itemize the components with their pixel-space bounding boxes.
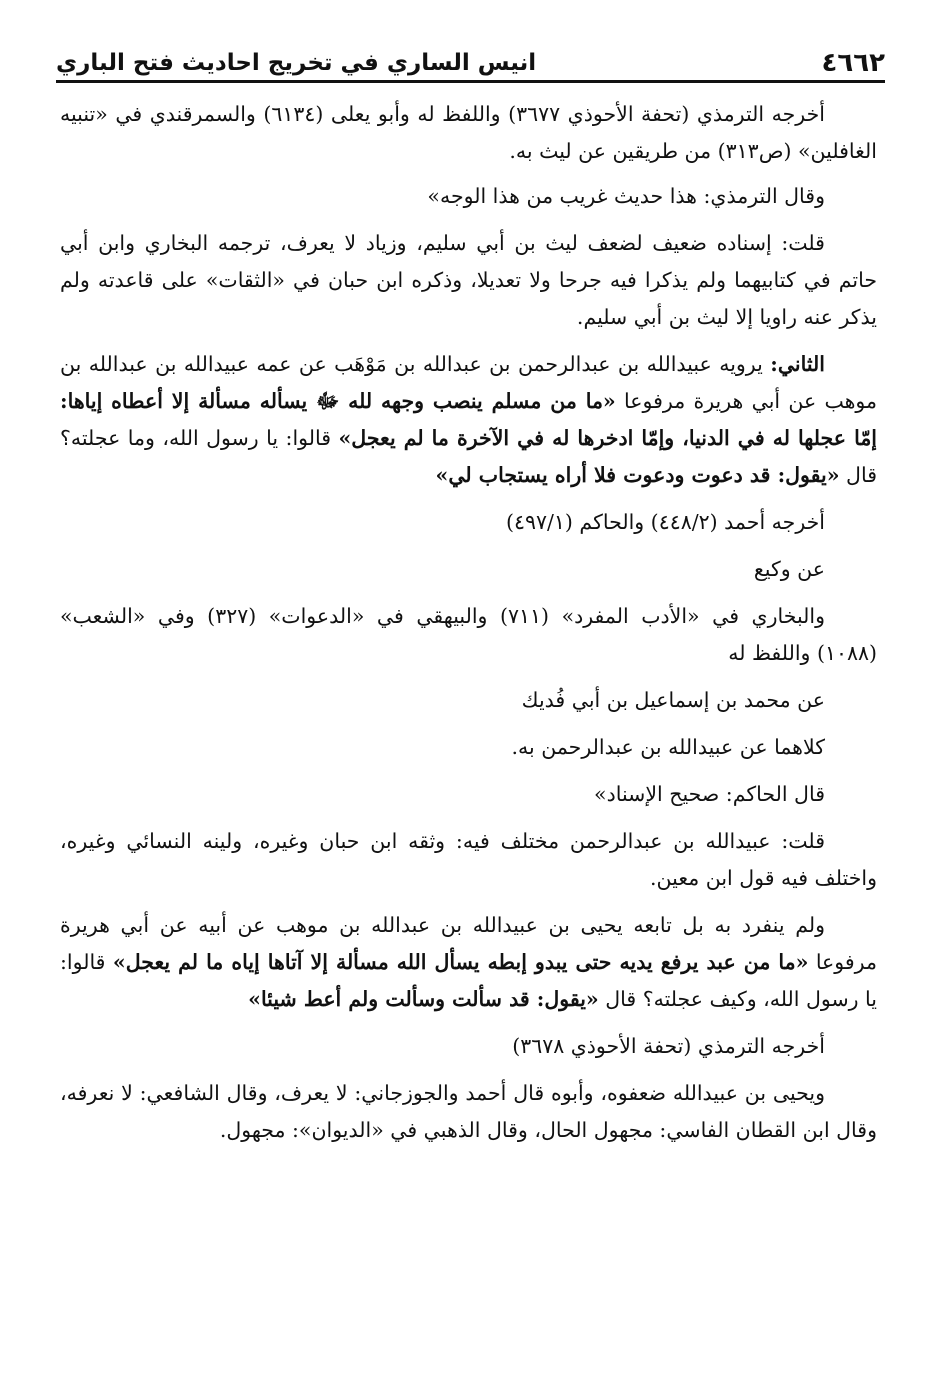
paragraph-isnad-critique: قلت: إسناده ضعيف لضعف ليث بن أبي سليم، وزياد لا يعرف، ترجمه البخاري وابن أبي حاتم في كتابيهما ولم يذكرا فيه جرحا ولا تعديلا، وذكره ابن حبان في «الثقات» على قاعدته ولم يذكر عنه راويا إلا ليث بن أبي سليم. — [60, 231, 877, 329]
section-label: الثاني: — [770, 352, 825, 376]
paragraph-takhrij-bukhari: والبخاري في «الأدب المفرد» (٧١١) والبيهقي في «الدعوات» (٣٢٧) وفي «الشعب» (١٠٨٨) واللفظ له — [60, 604, 877, 665]
paragraph-second-narration — [60, 346, 877, 494]
paragraph-tirmidhi-verdict: وقال الترمذي: هذا حديث غريب من هذا الوجه» — [427, 184, 825, 208]
hadith-text: «ما من عبد يرفع يديه حتى يبدو إبطه يسأل الله مسألة إلا آتاها إياه ما لم يعجل» — [112, 950, 809, 974]
paragraph-chain: عن محمد بن إسماعيل بن أبي فُديك — [521, 688, 825, 712]
running-header — [56, 36, 885, 83]
hadith-text: «يقول: قد سألت وسألت ولم أعط شيئا» — [248, 987, 599, 1011]
narration-chain: يرويه عبيدالله بن عبدالرحمن بن عبدالله بن مَوْهَب عن عمه عبيدالله بن عبدالله بن موهب عن أبي هريرة مرفوعا — [60, 352, 877, 413]
paragraph-takhrij-tirmidhi: أخرجه الترمذي (تحفة الأحوذي ٣٦٧٧) واللفظ له وأبو يعلى (٦١٣٤) والسمرقندي في «تنبيه الغافلين» (ص٣١٣) من طريقين عن ليث به. — [60, 102, 877, 163]
paragraph-takhrij-tirmidhi-2: أخرجه الترمذي (تحفة الأحوذي ٣٦٧٨) — [512, 1034, 825, 1058]
hadith-text: «يقول: قد دعوت ودعوت فلا أراه يستجاب لي» — [435, 463, 840, 487]
paragraph-hakim-verdict: قال الحاكم: صحيح الإسناد» — [594, 782, 825, 806]
paragraph-takhrij-ahmad: أخرجه أحمد (٤٤٨/٢) والحاكم (٤٩٧/١) — [505, 510, 825, 534]
narration-text: قالوا: يا رسول الله، وكيف عجلته؟ قال — [60, 950, 877, 1011]
paragraph-narrator-critique: قلت: عبيدالله بن عبدالرحمن مختلف فيه: وثقه ابن حبان وغيره، ولينه النسائي وغيره، واختلف فيه قول ابن معين. — [60, 829, 877, 890]
narration-chain: ولم ينفرد به بل تابعه يحيى بن عبيدالله بن عبدالله بن موهب عن أبيه عن أبي هريرة مرفوعا — [60, 913, 877, 974]
page-number: ٤٦٦٢ — [821, 48, 885, 78]
hadith-text: «ما من مسلم ينصب وجهه لله ﷻ يسأله مسألة إلا أعطاه إياها: إمّا عجلها له في الدنيا، وإمّا ادخرها له في الآخرة ما لم يعجل» — [60, 389, 877, 450]
paragraph-chain: عن وكيع — [753, 557, 825, 581]
narration-text: قالوا: يا رسول الله، وما عجلته؟ قال — [60, 426, 877, 487]
paragraph-chain: كلاهما عن عبيدالله بن عبدالرحمن به. — [511, 735, 825, 759]
paragraph-final-critique: ويحيى بن عبيدالله ضعفوه، وأبوه قال أحمد والجوزجاني: لا يعرف، وقال الشافعي: لا نعرفه، وقال ابن القطان الفاسي: مجهول الحال، وقال الذهبي في «الديوان»: مجهول. — [60, 1081, 877, 1142]
paragraph-supporting-narration — [60, 907, 877, 1018]
book-title: انيس الساري في تخريج احاديث فتح الباري — [56, 50, 537, 76]
page-body — [60, 96, 877, 1159]
